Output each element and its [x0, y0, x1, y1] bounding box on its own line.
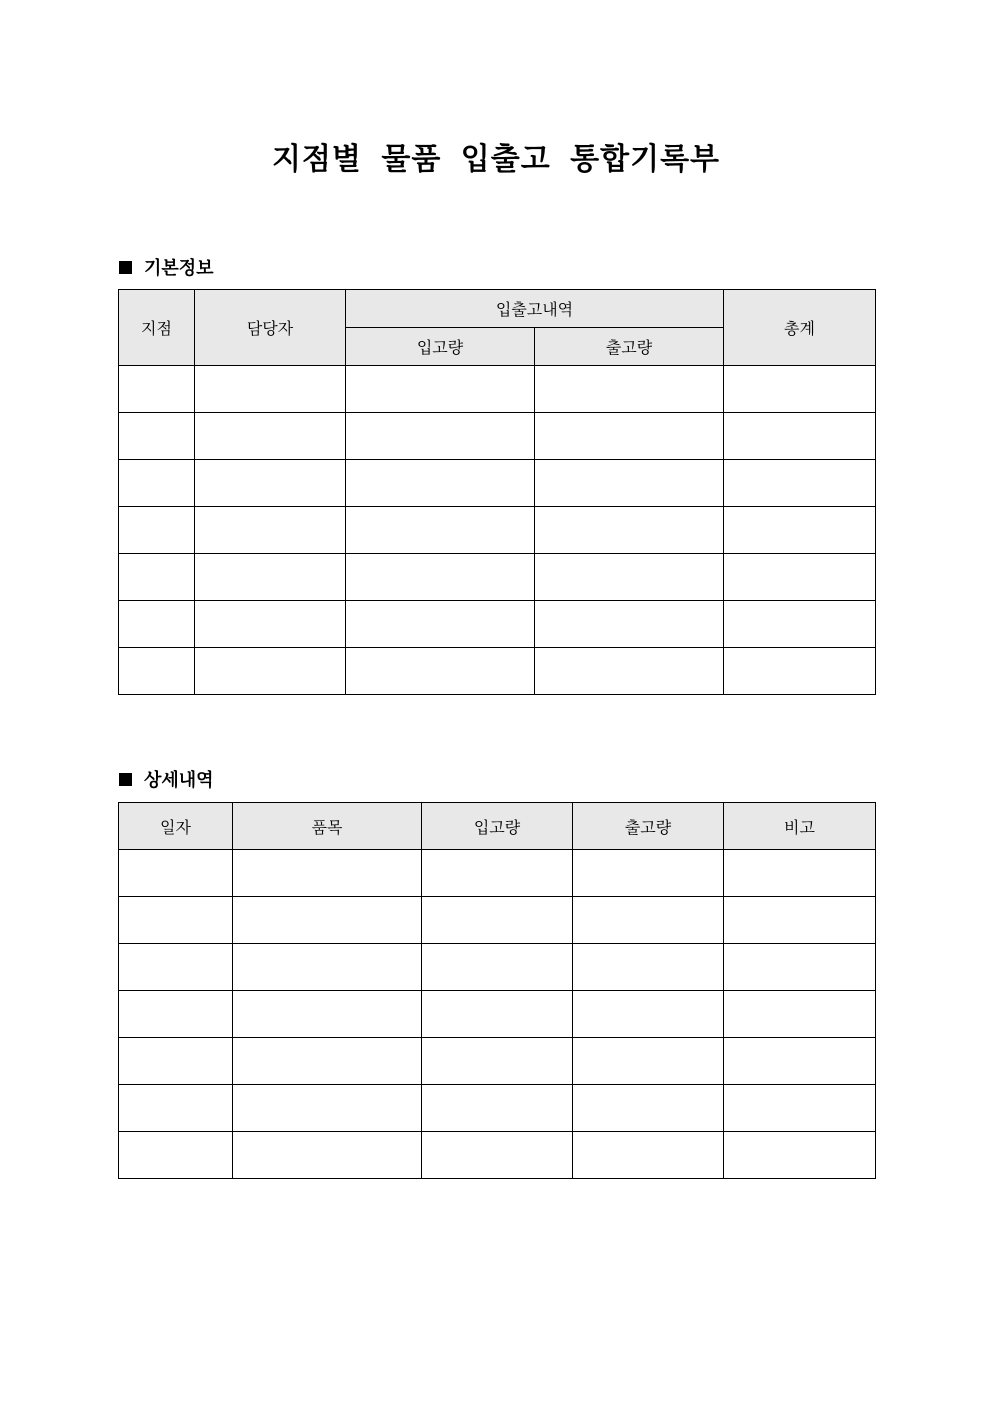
cell-manager[interactable]: [195, 601, 346, 648]
cell-date[interactable]: [119, 1132, 233, 1179]
cell-date[interactable]: [119, 897, 233, 944]
cell-inbound[interactable]: [346, 507, 535, 554]
table-row: [119, 413, 876, 460]
cell-remarks[interactable]: [724, 1132, 876, 1179]
table-row: [119, 897, 876, 944]
table-row: [119, 601, 876, 648]
cell-manager[interactable]: [195, 366, 346, 413]
square-bullet-icon: [119, 773, 132, 786]
details-table: [118, 802, 876, 1179]
cell-branch[interactable]: [119, 413, 195, 460]
cell-outbound[interactable]: [535, 554, 724, 601]
cell-outbound[interactable]: [573, 944, 724, 991]
section-heading-basic-info: [119, 254, 214, 280]
cell-branch[interactable]: [119, 554, 195, 601]
cell-inbound[interactable]: [422, 1085, 573, 1132]
cell-inbound[interactable]: [346, 460, 535, 507]
cell-total[interactable]: [724, 366, 876, 413]
section-heading-label: 기본정보: [144, 258, 214, 279]
cell-total[interactable]: [724, 601, 876, 648]
cell-outbound[interactable]: [573, 897, 724, 944]
table-row: [119, 1038, 876, 1085]
cell-date[interactable]: [119, 850, 233, 897]
header-remarks: 비고: [724, 803, 876, 850]
cell-outbound[interactable]: [573, 1085, 724, 1132]
header-branch: 지점: [119, 290, 195, 366]
cell-total[interactable]: [724, 460, 876, 507]
cell-remarks[interactable]: [724, 897, 876, 944]
cell-outbound[interactable]: [573, 850, 724, 897]
cell-outbound[interactable]: [535, 601, 724, 648]
header-item: 품목: [233, 803, 422, 850]
cell-manager[interactable]: [195, 460, 346, 507]
cell-total[interactable]: [724, 648, 876, 695]
header-inbound: 입고량: [346, 328, 535, 366]
cell-outbound[interactable]: [573, 1038, 724, 1085]
table-row: [119, 944, 876, 991]
cell-item[interactable]: [233, 850, 422, 897]
cell-branch[interactable]: [119, 460, 195, 507]
cell-item[interactable]: [233, 897, 422, 944]
cell-item[interactable]: [233, 1038, 422, 1085]
section-heading-label: 상세내역: [144, 770, 214, 791]
cell-manager[interactable]: [195, 554, 346, 601]
header-outbound: 출고량: [535, 328, 724, 366]
cell-inbound[interactable]: [422, 991, 573, 1038]
cell-outbound[interactable]: [535, 460, 724, 507]
header-date: 일자: [119, 803, 233, 850]
cell-branch[interactable]: [119, 601, 195, 648]
cell-branch[interactable]: [119, 648, 195, 695]
cell-outbound[interactable]: [573, 991, 724, 1038]
cell-branch[interactable]: [119, 507, 195, 554]
cell-inbound[interactable]: [422, 897, 573, 944]
cell-remarks[interactable]: [724, 1038, 876, 1085]
cell-outbound[interactable]: [535, 648, 724, 695]
table-row: [119, 507, 876, 554]
header-total: 총계: [724, 290, 876, 366]
cell-outbound[interactable]: [535, 507, 724, 554]
cell-inbound[interactable]: [346, 554, 535, 601]
cell-date[interactable]: [119, 1038, 233, 1085]
table-row: [119, 1132, 876, 1179]
header-manager: 담당자: [195, 290, 346, 366]
cell-outbound[interactable]: [573, 1132, 724, 1179]
cell-item[interactable]: [233, 991, 422, 1038]
cell-inbound[interactable]: [346, 366, 535, 413]
cell-inbound[interactable]: [422, 1038, 573, 1085]
table-row: [119, 991, 876, 1038]
cell-item[interactable]: [233, 1085, 422, 1132]
cell-remarks[interactable]: [724, 991, 876, 1038]
cell-remarks[interactable]: [724, 944, 876, 991]
cell-branch[interactable]: [119, 366, 195, 413]
page-title: 지점별 물품 입출고 통합기록부: [271, 142, 721, 177]
cell-total[interactable]: [724, 554, 876, 601]
cell-date[interactable]: [119, 991, 233, 1038]
cell-inbound[interactable]: [346, 601, 535, 648]
table-row: [119, 366, 876, 413]
cell-date[interactable]: [119, 944, 233, 991]
section-heading-details: [119, 766, 214, 792]
cell-remarks[interactable]: [724, 850, 876, 897]
table-row: [119, 460, 876, 507]
cell-total[interactable]: [724, 413, 876, 460]
cell-inbound[interactable]: [422, 1132, 573, 1179]
cell-item[interactable]: [233, 944, 422, 991]
table-row: [119, 648, 876, 695]
square-bullet-icon: [119, 261, 132, 274]
table-row: [119, 850, 876, 897]
table-row: [119, 554, 876, 601]
cell-inbound[interactable]: [346, 413, 535, 460]
cell-manager[interactable]: [195, 507, 346, 554]
cell-remarks[interactable]: [724, 1085, 876, 1132]
basic-info-table: [118, 289, 876, 695]
cell-outbound[interactable]: [535, 413, 724, 460]
cell-outbound[interactable]: [535, 366, 724, 413]
cell-inbound[interactable]: [422, 944, 573, 991]
cell-manager[interactable]: [195, 413, 346, 460]
header-inbound: 입고량: [422, 803, 573, 850]
cell-inbound[interactable]: [422, 850, 573, 897]
cell-item[interactable]: [233, 1132, 422, 1179]
cell-inbound[interactable]: [346, 648, 535, 695]
cell-manager[interactable]: [195, 648, 346, 695]
cell-total[interactable]: [724, 507, 876, 554]
header-inout-group: 입출고내역: [346, 290, 724, 328]
table-row: [119, 1085, 876, 1132]
cell-date[interactable]: [119, 1085, 233, 1132]
header-outbound: 출고량: [573, 803, 724, 850]
